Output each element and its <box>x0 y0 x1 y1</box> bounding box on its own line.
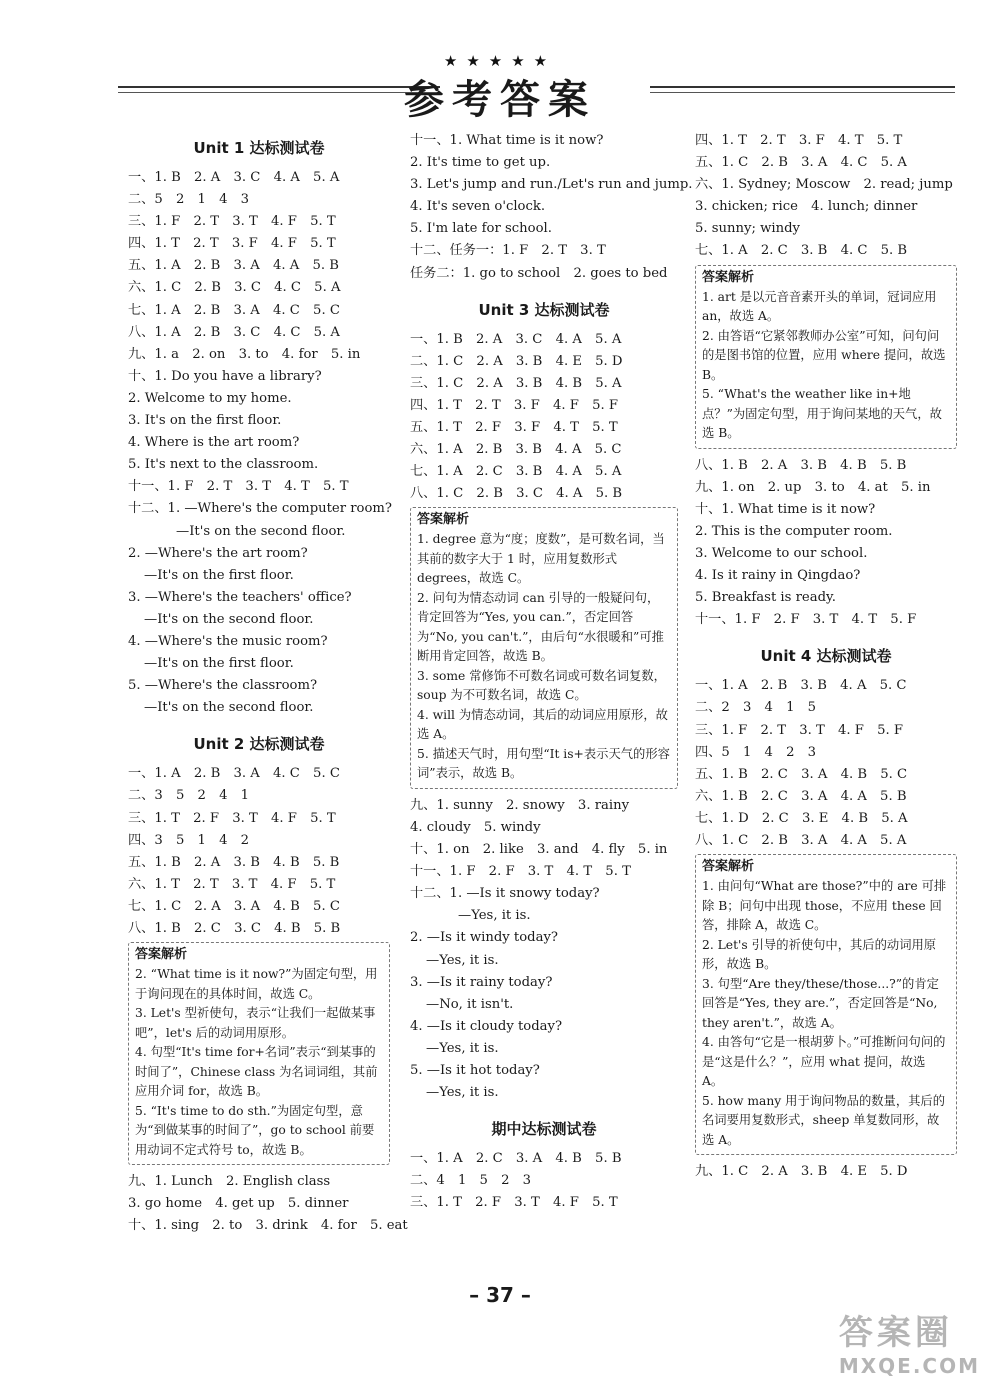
answer-line: 九、1. sunny 2. snowy 3. rainy <box>410 797 630 813</box>
answer-line: 5. Breakfast is ready. <box>695 590 836 606</box>
explanation-item: 5. “It's time to do sth.”为固定句型，意为“到做某事的时间了”，go to school 前要用动词不定式符号 to，故选 B。 <box>135 1103 375 1157</box>
explanation-item: 2. Let's 引导的祈使句中，其后的动词用原形，故选 B。 <box>702 937 937 972</box>
answer-line: 3. It's on the first floor. <box>128 413 282 429</box>
answer-line: 三、1. F 2. T 3. T 4. F 5. T <box>128 214 336 230</box>
answer-line: 十、1. What time is it now? <box>695 501 876 517</box>
answer-line: 5. I'm late for school. <box>410 221 552 237</box>
column-2 <box>410 130 693 1215</box>
answer-line: 一、1. B 2. A 3. C 4. A 5. A <box>410 331 622 347</box>
explanation-title: 答案解析 <box>417 512 470 528</box>
answer-line: 四、5 1 4 2 3 <box>695 744 817 760</box>
answer-line: 一、1. B 2. A 3. C 4. A 5. A <box>128 170 340 185</box>
explanation-item: 3. 句型“Are they/these/those...?”的肯定回答是“Yes, they are.”，否定回答是“No, they aren't.”，故选 A。 <box>702 976 939 1030</box>
answer-line: 九、1. on 2. up 3. to 4. at 5. in <box>695 479 931 495</box>
answer-line: 2. This is the computer room. <box>695 523 893 539</box>
answer-line: 五、1. T 2. F 3. F 4. T 5. T <box>410 420 618 436</box>
answer-line: 十、1. sing 2. to 3. drink 4. for 5. eat <box>128 1218 408 1234</box>
answer-line: 七、1. A 2. C 3. B 4. C 5. B <box>695 243 908 259</box>
answer-line: 十、1. on 2. like 3. and 4. fly 5. in <box>410 842 668 858</box>
answer-line: 六、1. C 2. B 3. C 4. C 5. A <box>128 280 341 296</box>
explanation-item: 5. 描述天气时，用句型“It is+表示天气的形容词”表示，故选 B。 <box>417 746 670 781</box>
watermark-url: MXQE.COM <box>838 1354 980 1378</box>
answer-line: 十、1. Do you have a library? <box>128 368 322 384</box>
explanation-item: 4. 句型“It's time for+名词”表示“到某事的时间了”，Chinese class 为名词词组，其前应用介词 for，故选 B。 <box>135 1045 378 1099</box>
answer-line: 八、1. A 2. B 3. C 4. C 5. A <box>128 324 340 340</box>
answer-line: 四、1. T 2. T 3. F 4. F 5. T <box>128 236 336 252</box>
answer-line: 5. sunny; windy <box>695 221 800 237</box>
answer-line: 九、1. C 2. A 3. B 4. E 5. D <box>695 1164 908 1180</box>
explanation-item: 5. “What's the weather like in+地点？”为固定句型，用于询问某地的天气，故选 B。 <box>702 387 942 441</box>
answer-line: 3. chicken; rice 4. lunch; dinner <box>695 199 918 215</box>
column-3 <box>695 130 957 1183</box>
answer-line: —It's on the first floor. <box>144 656 294 672</box>
answer-line: 八、1. C 2. B 3. C 4. A 5. B <box>410 486 623 502</box>
answer-line: 八、1. B 2. A 3. B 4. B 5. B <box>695 457 907 473</box>
answer-line: 七、1. C 2. A 3. A 4. B 5. C <box>128 898 340 914</box>
unit2-heading: Unit 2 达标测试卷 <box>193 735 325 754</box>
explanation-box <box>128 942 390 1165</box>
answer-line: 十一、1. F 2. F 3. T 4. T 5. F <box>695 612 917 628</box>
answer-line: 一、1. A 2. B 3. B 4. A 5. C <box>695 678 907 694</box>
star-decoration: ★★★★★ <box>443 52 557 70</box>
explanation-item: 1. 由问句“What are those?”中的 are 可排除 B；问句中出现 those，不应用 these 回答，排除 A，故选 C。 <box>702 879 947 933</box>
answer-line: 4. Where is the art room? <box>128 435 300 451</box>
answer-line: 十二、任务一：1. F 2. T 3. T <box>410 243 606 259</box>
answer-line: —Yes, it is. <box>458 908 531 924</box>
answer-line: 4. cloudy 5. windy <box>410 820 541 835</box>
answer-line: 3. —Is it rainy today? <box>410 974 553 990</box>
answer-line: —It's on the second floor. <box>144 700 314 716</box>
answer-line: 七、1. A 2. B 3. A 4. C 5. C <box>128 302 340 318</box>
explanation-item: 2. 问句为情态动词 can 引导的一般疑问句，肯定回答为“Yes, you can.”，否定回答为“No, you can't.”，由后句“水很暖和”可推断用肯定回答，故选 B。 <box>417 590 664 664</box>
header-rule-right-thin <box>650 92 955 93</box>
answer-line: 三、1. F 2. T 3. T 4. F 5. F <box>695 722 904 738</box>
answer-line: —Yes, it is. <box>426 1040 499 1056</box>
explanation-title: 答案解析 <box>135 947 188 963</box>
page-header <box>0 0 1000 130</box>
answer-line: 4. It's seven o'clock. <box>410 199 546 215</box>
answer-line: 十一、1. F 2. T 3. T 4. T 5. T <box>128 479 349 495</box>
answer-line: 五、1. B 2. C 3. A 4. B 5. C <box>695 766 908 782</box>
answer-line: 四、1. T 2. T 3. F 4. F 5. F <box>410 397 619 413</box>
midterm-answers-more <box>695 455 957 632</box>
answer-line: —It's on the second floor. <box>144 611 314 627</box>
unit3-answers-more <box>410 795 678 1104</box>
column-1 <box>128 130 408 1237</box>
answer-line: 4. —Where's the music room? <box>128 633 328 649</box>
explanation-item: 3. some 常修饰不可数名词或可数名词复数，soup 为不可数名词，故选 C。 <box>417 668 666 703</box>
answer-line: 4. Is it rainy in Qingdao? <box>695 568 861 584</box>
answer-line: 三、1. T 2. F 3. T 4. F 5. T <box>128 810 336 826</box>
unit2-answers <box>128 763 390 940</box>
answer-line: 六、1. T 2. T 3. T 4. F 5. T <box>128 876 336 892</box>
answer-line: 5. It's next to the classroom. <box>128 457 319 473</box>
midterm-answers <box>410 1148 678 1214</box>
answer-line: 四、1. T 2. T 3. F 4. T 5. T <box>695 133 903 148</box>
answer-line: 二、4 1 5 2 3 <box>410 1173 532 1189</box>
answer-line: 2. —Is it windy today? <box>410 930 558 946</box>
answer-line: 十一、1. What time is it now? <box>410 133 604 148</box>
answer-line: 六、1. A 2. B 3. B 4. A 5. C <box>410 442 622 458</box>
explanation-item: 1. art 是以元音音素开头的单词，冠词应用 an，故选 A。 <box>702 289 937 324</box>
answer-line: —Yes, it is. <box>426 1085 499 1101</box>
explanation-box <box>695 854 957 1155</box>
answer-line: 4. —Is it cloudy today? <box>410 1018 563 1034</box>
answer-line: 3. Let's jump and run./Let's run and jump. <box>410 177 693 193</box>
answer-line: 2. It's time to get up. <box>410 155 551 171</box>
answer-line: 2. Welcome to my home. <box>128 390 292 406</box>
midterm-heading: 期中达标测试卷 <box>491 1120 597 1139</box>
answer-line: —It's on the first floor. <box>144 567 294 583</box>
answer-line: 二、3 5 2 4 1 <box>128 788 250 804</box>
answer-line: 一、1. A 2. B 3. A 4. C 5. C <box>128 766 340 782</box>
answer-line: 5. —Is it hot today? <box>410 1063 540 1079</box>
answer-line: 3. —Where's the teachers' office? <box>128 589 352 605</box>
answer-line: 一、1. A 2. C 3. A 4. B 5. B <box>410 1151 622 1167</box>
page-number: – 37 – <box>469 1283 531 1307</box>
answer-line: 二、5 2 1 4 3 <box>128 192 250 208</box>
unit3-answers <box>410 329 678 506</box>
explanation-title: 答案解析 <box>702 859 755 875</box>
answer-line: 任务二：1. go to school 2. goes to bed <box>410 265 668 281</box>
answer-line: 九、1. a 2. on 3. to 4. for 5. in <box>128 346 361 362</box>
answer-line: 七、1. D 2. C 3. E 4. B 5. A <box>695 810 908 826</box>
explanation-item: 1. degree 意为“度；度数”，是可数名词，当其前的数字大于 1 时，应用复数形式 degrees，故选 C。 <box>417 532 665 586</box>
answer-line: 六、1. Sydney; Moscow 2. read; jump <box>695 177 953 193</box>
answer-line: —Yes, it is. <box>426 952 499 968</box>
answer-line: 四、3 5 1 4 2 <box>128 832 250 848</box>
answer-line: 八、1. B 2. C 3. C 4. B 5. B <box>128 921 341 936</box>
answer-line: 八、1. C 2. B 3. A 4. A 5. A <box>695 832 907 848</box>
explanation-item: 4. will 为情态动词，其后的动词应用原形，故选 A。 <box>417 707 668 742</box>
answer-line: —No, it isn't. <box>426 996 514 1012</box>
answer-line: 五、1. A 2. B 3. A 4. A 5. B <box>128 258 339 274</box>
unit4-heading: Unit 4 达标测试卷 <box>760 647 892 666</box>
answer-line: 九、1. Lunch 2. English class <box>128 1174 331 1190</box>
explanation-box <box>410 507 678 789</box>
answer-line: —It's on the second floor. <box>176 523 346 539</box>
explanation-item: 2. “What time is it now?”为固定句型，用于询问现在的具体时间，故选 C。 <box>135 967 378 1001</box>
explanation-item: 5. how many 用于询问物品的数量，其后的名词要用复数形式，sheep 单复数同形，故选 A。 <box>702 1093 946 1147</box>
answer-line: 十二、1. —Where's the computer room? <box>128 501 392 517</box>
page-title: 参考答案 <box>404 77 596 123</box>
explanation-item: 2. 由答语“它紧邻教师办公室”可知，问句问的是图书馆的位置，应用 where 提问，故选 B。 <box>702 328 946 382</box>
explanation-box <box>695 265 957 449</box>
answer-line: 3. Welcome to our school. <box>695 545 868 561</box>
answer-line: 5. —Where's the classroom? <box>128 678 318 694</box>
answer-line: 七、1. A 2. C 3. B 4. A 5. A <box>410 464 622 480</box>
answer-line: 3. go home 4. get up 5. dinner <box>128 1196 349 1212</box>
unit1-answers <box>128 167 390 719</box>
watermark-logo <box>839 1305 980 1378</box>
unit1-heading: Unit 1 达标测试卷 <box>193 139 325 157</box>
explanation-item: 3. Let's 型祈使句，表示“让我们一起做某事吧”，let's 后的动词用原形。 <box>135 1006 376 1040</box>
unit4-answers <box>695 675 957 852</box>
explanation-title: 答案解析 <box>702 269 755 285</box>
answer-line: 三、1. T 2. F 3. T 4. F 5. T <box>410 1195 618 1211</box>
answer-line: 三、1. C 2. A 3. B 4. B 5. A <box>410 375 622 391</box>
answer-line: 十二、1. —Is it snowy today? <box>410 886 600 902</box>
answer-line: 二、1. C 2. A 3. B 4. E 5. D <box>410 353 623 369</box>
answer-line: 五、1. B 2. A 3. B 4. B 5. B <box>128 854 340 870</box>
header-rule-right <box>650 86 955 88</box>
unit3-heading: Unit 3 达标测试卷 <box>478 300 610 319</box>
answer-line: 2. —Where's the art room? <box>128 545 308 561</box>
midterm-continued <box>695 130 957 263</box>
answer-line: 五、1. C 2. B 3. A 4. C 5. A <box>695 155 907 171</box>
answer-line: 十一、1. F 2. F 3. T 4. T 5. T <box>410 864 631 880</box>
explanation-item: 4. 由答句“它是一根胡萝卜。”可推断问句问的是“这是什么？”，应用 what 提问，故选 A。 <box>702 1035 946 1089</box>
watermark-text: 答案圈 <box>838 1313 953 1353</box>
answer-line: 六、1. B 2. C 3. A 4. A 5. B <box>695 788 907 804</box>
unit2-continued <box>410 130 693 285</box>
answer-line: 二、2 3 4 1 5 <box>695 700 817 716</box>
